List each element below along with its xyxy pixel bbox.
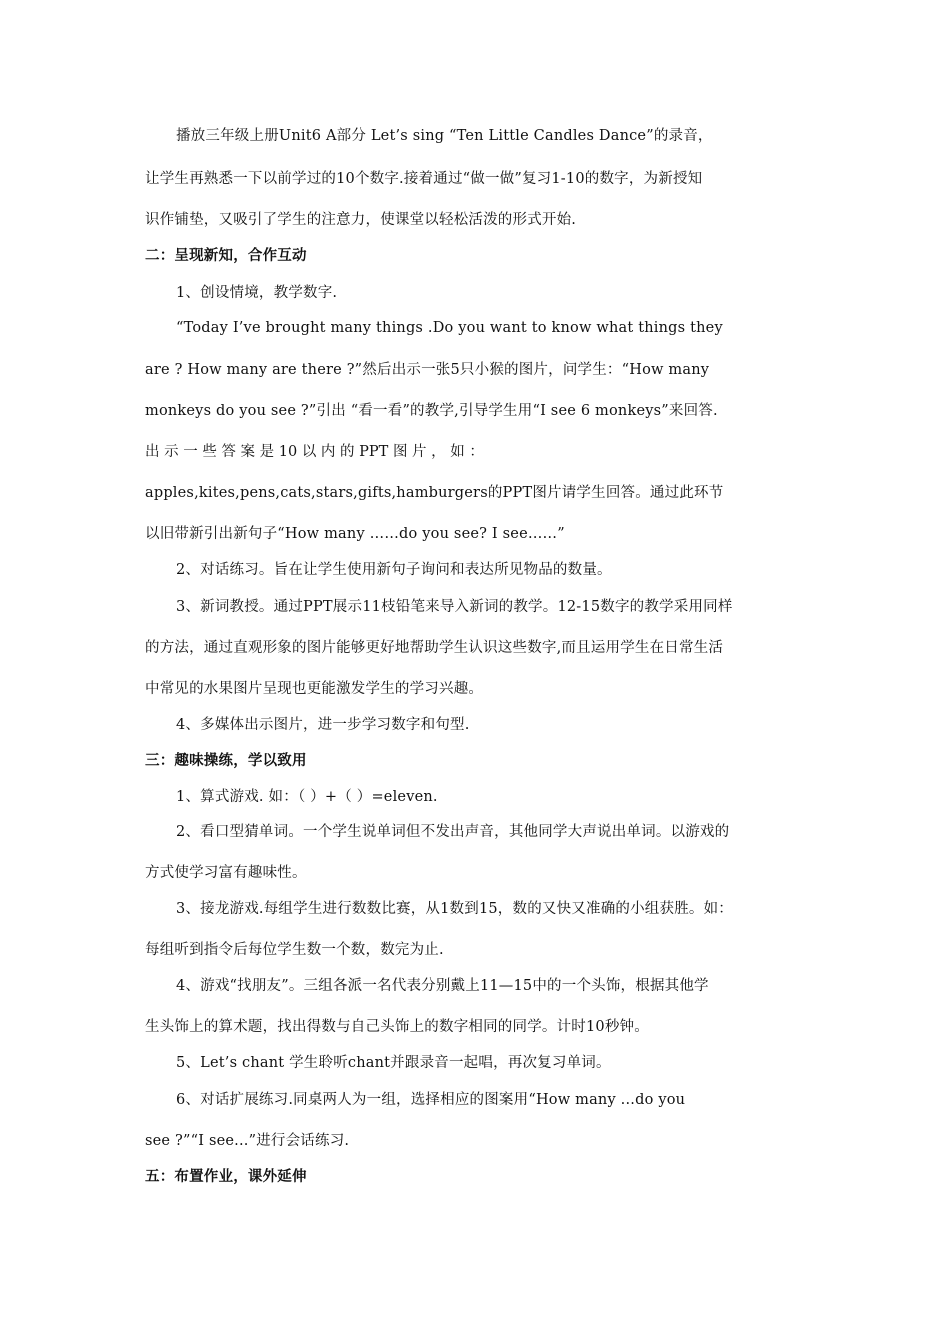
paragraph-line: 2、对话练习。旨在让学生使用新句子询问和表达所见物品的数量。 (176, 562, 612, 578)
paragraph-line: 5、Let’s chant 学生聆听chant并跟录音一起唱，再次复习单词。 (176, 1055, 611, 1071)
paragraph-line: 以旧带新引出新句子“How many ……do you see? I see……” (145, 526, 565, 542)
paragraph-line: 出 示 一 些 答 案 是 10 以 内 的 PPT 图 片 ， 如 ： (145, 444, 484, 460)
paragraph-line: 播放三年级上册Unit6 A部分 Let’s sing “Ten Little Candles Dance”的录音， (176, 128, 713, 144)
paragraph-line: apples,kites,pens,cats,stars,gifts,hamburgers的PPT图片请学生回答。通过此环节 (145, 485, 724, 501)
paragraph-line: 6、对话扩展练习.同桌两人为一组，选择相应的图案用“How many ...do you (176, 1092, 686, 1108)
paragraph-line: 3、接龙游戏.每组学生进行数数比赛，从1数到15，数的又快又准确的小组获胜。如： (176, 901, 734, 917)
paragraph-line: “Today I’ve brought many things .Do you want to know what things they (176, 320, 723, 336)
paragraph-line: 生头饰上的算术题，找出得数与自己头饰上的数字相同的同学。计时10秒钟。 (145, 1019, 649, 1035)
paragraph-line: 的方法，通过直观形象的图片能够更好地帮助学生认识这些数字,而且运用学生在日常生活 (145, 640, 724, 656)
paragraph-line: see ?”“I see...”进行会话练习. (145, 1133, 350, 1149)
paragraph-line: 3、新词教授。通过PPT展示11枝铅笔来导入新词的教学。12-15数字的教学采用同样 (176, 599, 733, 615)
paragraph-line: 4、游戏“找朋友”。三组各派一名代表分别戴上11—15中的一个头饰，根据其他学 (176, 978, 709, 994)
paragraph-line: 1、算式游戏. 如：（ ）+（ ）=eleven. (176, 789, 438, 805)
paragraph-line: monkeys do you see ?”引出 “看一看”的教学,引导学生用“I see 6 monkeys”来回答. (145, 403, 718, 419)
paragraph-line: 识作铺垫，又吸引了学生的注意力，使课堂以轻松活泼的形式开始. (145, 212, 577, 228)
paragraph-line: 中常见的水果图片呈现也更能激发学生的学习兴趣。 (145, 681, 484, 697)
paragraph-line: 让学生再熟悉一下以前学过的10个数字.接着通过“做一做”复习1-10的数字，为新授知 (145, 171, 703, 187)
section-heading: 二：呈现新知，合作互动 (145, 248, 307, 264)
paragraph-line: 1、创设情境，教学数字. (176, 285, 338, 301)
paragraph-line: are ? How many are there ?”然后出示一张5只小猴的图片，问学生：“How many (145, 362, 710, 378)
paragraph-line: 4、多媒体出示图片，进一步学习数字和句型. (176, 717, 470, 733)
paragraph-line: 每组听到指令后每位学生数一个数，数完为止. (145, 942, 444, 958)
section-heading: 五：布置作业，课外延伸 (145, 1169, 307, 1185)
paragraph-line: 方式使学习富有趣味性。 (145, 865, 307, 881)
paragraph-line: 2、看口型猜单词。一个学生说单词但不发出声音，其他同学大声说出单词。以游戏的 (176, 824, 730, 840)
section-heading: 三：趣味操练，学以致用 (145, 753, 307, 769)
